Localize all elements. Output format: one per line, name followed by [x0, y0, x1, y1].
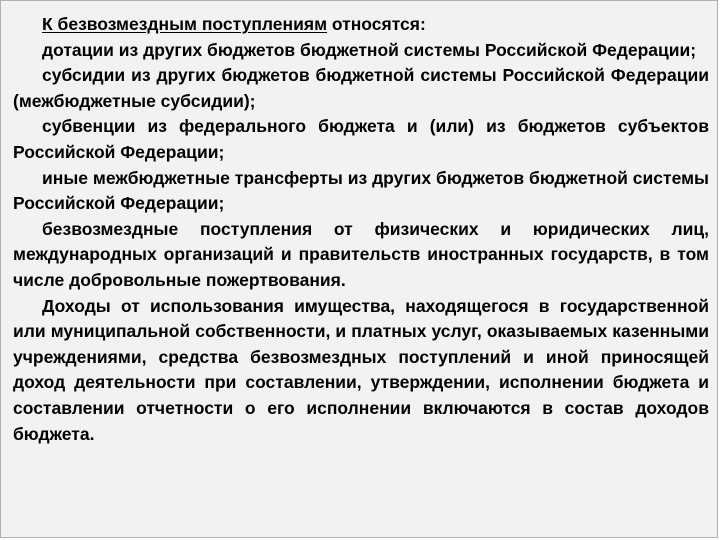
heading-rest-text: относятся: — [327, 14, 426, 34]
heading-paragraph — [13, 12, 709, 38]
list-item-subsidies: субсидии из других бюджетов бюджетной системы Российской Федерации (межбюджетные субсидии); — [13, 65, 709, 111]
closing-paragraph: Доходы от использования имущества, находящегося в государственной или муниципальной собственности, и платных услуг, оказываемых казенными учреждениями, средства безвозмездных поступлений и иной приносящей доход деятельности при составлении, утверждении, исполнении бюджета и составлении отчетности о его исполнении включаются в состав доходов бюджета. — [13, 295, 709, 444]
list-item-subsidies-grants: дотации из других бюджетов бюджетной системы Российской Федерации; — [42, 39, 697, 60]
list-item-subventions: субвенции из федерального бюджета и (или) из бюджетов субъектов Российской Федерации; — [13, 116, 709, 162]
heading-underlined-text: К безвозмездным поступлениям — [42, 14, 328, 34]
text-body — [13, 12, 709, 447]
list-item-gratuitous-receipts: безвозмездные поступления от физических и юридических лиц, международных организаций и правительств иностранных государств, в том числе добровольные пожертвования. — [13, 218, 709, 290]
list-item-other-transfers: иные межбюджетные трансферты из других бюджетов бюджетной системы Российской Федерации; — [13, 167, 709, 214]
